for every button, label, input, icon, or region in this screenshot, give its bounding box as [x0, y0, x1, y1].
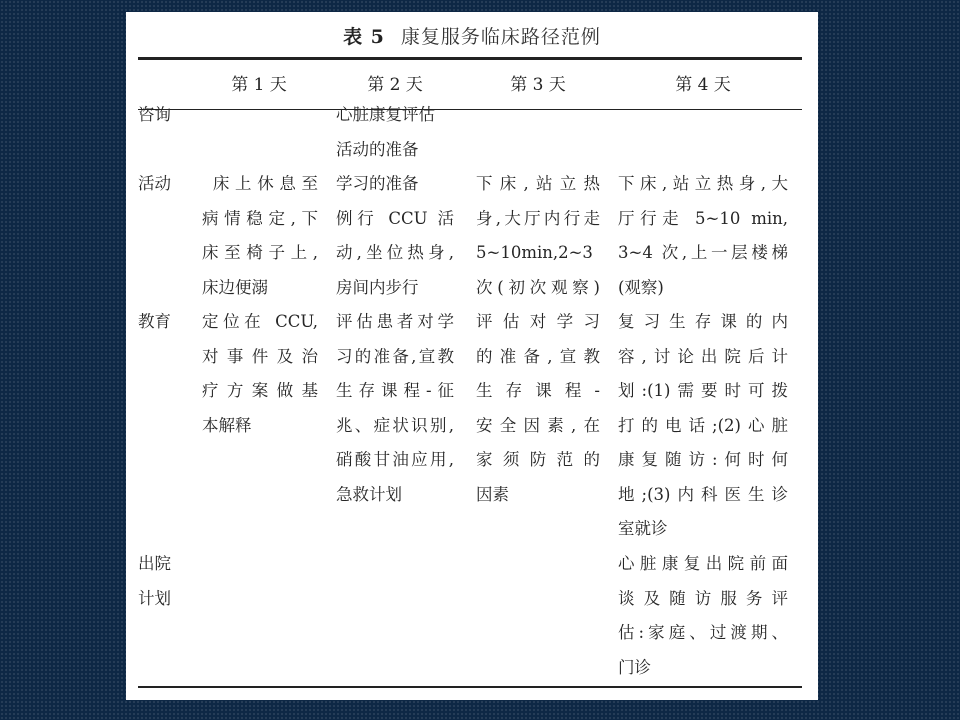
cell-activity-day3	[476, 167, 600, 305]
cell-line: 硝酸甘油应用,	[336, 450, 454, 469]
cell-line: 下床,站立热身,大	[618, 174, 788, 193]
cell-line: 活动的准备	[336, 139, 419, 159]
row-label-education	[138, 305, 171, 340]
cell-line: 安全因素,在	[476, 415, 600, 435]
column-header-day4: 第 4 天	[675, 75, 731, 95]
cell-consult-day2	[336, 98, 454, 167]
cell-activity-day4	[618, 167, 788, 305]
cell-discharge-day4	[618, 547, 788, 685]
cell-line: 3~4 次,上一层楼梯	[618, 243, 788, 262]
cell-line: 例行 CCU 活	[336, 208, 454, 228]
cell-line: 心脏康复出院前面	[618, 554, 788, 573]
cell-line: 生存课程-	[476, 381, 600, 400]
cell-line: 兆、症状识别,	[336, 415, 454, 435]
cell-activity-day2	[336, 167, 454, 305]
cell-line: 习的准备,宣教	[336, 346, 454, 366]
cell-education-day2	[336, 305, 454, 512]
table-header-rule	[138, 109, 802, 110]
row-label-activity	[138, 167, 171, 202]
cell-line: 的准备,宣教	[476, 346, 600, 366]
cell-line: 厅行走 5~10 min,	[618, 208, 788, 228]
cell-education-day3	[476, 305, 600, 512]
column-header-day3: 第 3 天	[510, 75, 566, 95]
cell-line: 家须防范的	[476, 450, 600, 469]
cell-line: 定位在 CCU,	[202, 312, 318, 331]
cell-line: 对事件及治	[202, 346, 318, 366]
cell-line: 打的电话;(2)心脏	[618, 415, 788, 435]
cell-activity-day1	[202, 167, 318, 305]
cell-education-day1	[202, 305, 318, 443]
cell-line: 下床,站立热	[476, 174, 600, 193]
column-header-day1: 第 1 天	[231, 75, 287, 95]
cell-line: 室就诊	[618, 519, 668, 538]
cell-line: 门诊	[618, 657, 651, 677]
cell-line: 生存课程-征	[336, 381, 454, 400]
cell-line: 心脏康复评估	[336, 105, 435, 124]
cell-line: 康复随访:何时何	[618, 450, 788, 469]
cell-line: 评估对学习	[476, 312, 600, 331]
cell-line: 床上休息至	[202, 174, 318, 193]
cell-line: 床边便溺	[202, 277, 268, 297]
cell-line: 复习生存课的内	[618, 312, 788, 331]
table-bottom-rule	[138, 686, 802, 688]
cell-line: 本解释	[202, 415, 252, 435]
row-label-text: 活动	[138, 174, 171, 193]
cell-line: 床至椅子上,	[202, 243, 318, 262]
cell-line: 疗方案做基	[202, 381, 318, 400]
cell-line: 身,大厅内行走	[476, 208, 600, 228]
cell-line: 动,坐位热身,	[336, 243, 454, 262]
row-label-discharge	[138, 547, 171, 616]
table-number: 表 5	[343, 26, 385, 48]
cell-line: 因素	[476, 484, 509, 504]
cell-line: 病情稳定,下	[202, 208, 318, 228]
row-label-text: 教育	[138, 312, 171, 331]
cell-line: 划:(1)需要时可拨	[618, 381, 788, 400]
cell-line: 房间内步行	[336, 277, 419, 297]
row-label-text: 出院	[138, 554, 171, 573]
document-page	[126, 12, 818, 700]
cell-line: 5~10min,2~3	[476, 243, 593, 262]
row-label-text: 计划	[138, 588, 171, 608]
cell-line: 次(初次观察)	[476, 277, 600, 297]
cell-education-day4	[618, 305, 788, 547]
row-label-consult	[138, 98, 171, 133]
cell-line: 容,讨论出院后计	[618, 346, 788, 366]
cell-line: 谈及随访服务评	[618, 588, 788, 608]
cell-line: (观察)	[618, 277, 664, 297]
cell-line: 地;(3)内科医生诊	[618, 484, 788, 504]
cell-line: 评估患者对学	[336, 312, 454, 331]
cell-line: 估:家庭、过渡期、	[618, 623, 788, 642]
cell-line: 急救计划	[336, 484, 402, 504]
row-label-text: 咨询	[138, 105, 171, 124]
cell-line: 学习的准备	[336, 174, 419, 193]
column-header-day2: 第 2 天	[367, 75, 423, 95]
table-caption: 康复服务临床路径范例	[400, 26, 601, 48]
table-top-rule	[138, 57, 802, 60]
table-title	[126, 22, 818, 49]
